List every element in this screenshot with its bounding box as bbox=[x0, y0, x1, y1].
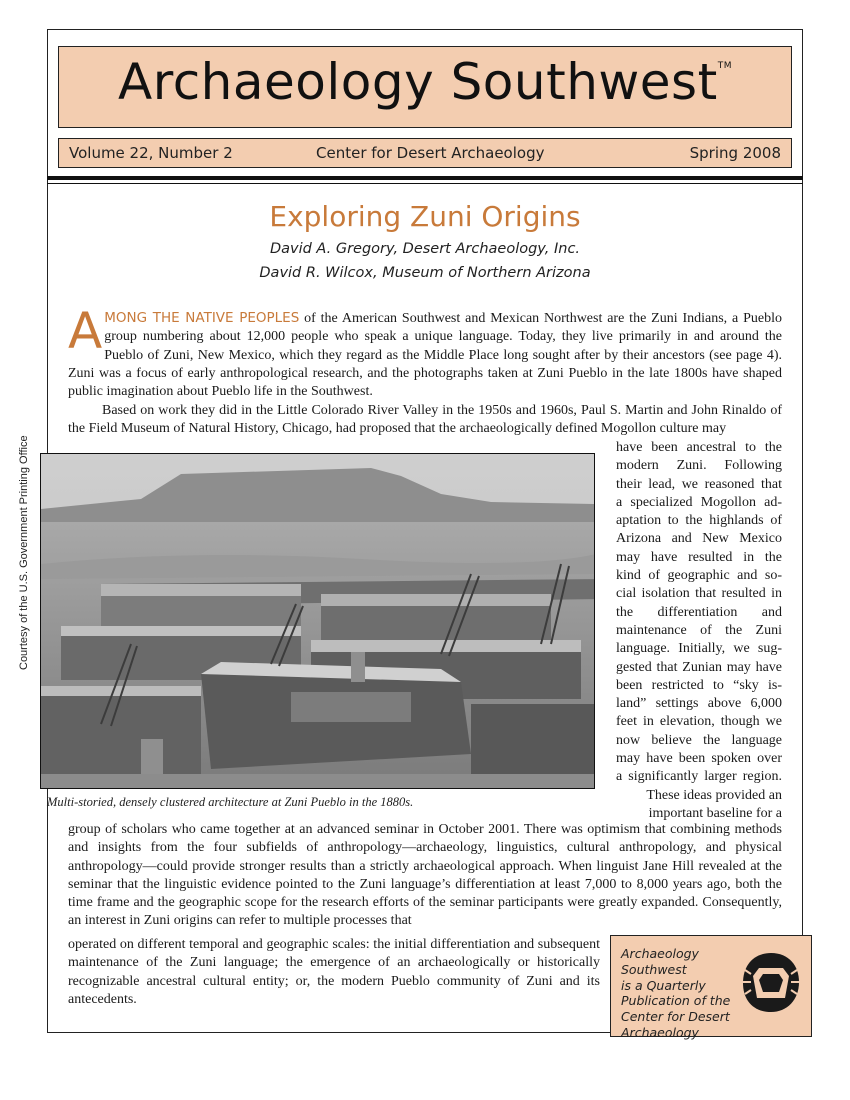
photo-caption: Multi-storied, densely clustered architecture at Zuni Pueblo in the 1880s. bbox=[47, 795, 414, 809]
issue-season: Spring 2008 bbox=[689, 144, 781, 162]
lead-in-text: MONG THE NATIVE PEOPLES bbox=[104, 310, 300, 326]
column-line: modern Zuni. Following bbox=[616, 458, 782, 474]
column-line: may have resulted in the bbox=[616, 549, 782, 565]
paragraph-3-continued: operated on different temporal and geographic scales: the initial differentiation and subsequent maintenance of the Zuni language; the emergence of an archaeologically or historically recognizable ancestral cultural entity; or, the modern Pueblo community of Zuni and its antecedents. bbox=[68, 937, 600, 1007]
paragraph-1-body: of the American Southwest and Mexican Northwest are the Zuni Indians, a Pueblo group numbering about 12,000 people who speak a unique language. Today, they live primarily in and around the Pueblo of Zuni, New Mexico, which they regard as the Middle Place long sought after by their ancestors (see page 4). Zuni was a focus of early anthropological research, and the photographs taken at Zuni Pueblo in the late 1800s have shaped public imagination about Pueblo life in the Southwest. bbox=[68, 311, 782, 400]
column-line: aptation to the highlands of bbox=[616, 513, 782, 529]
column-line: kind of geographic and so- bbox=[616, 568, 782, 584]
drop-cap: A bbox=[68, 302, 103, 360]
paragraph-2-column bbox=[616, 439, 782, 823]
column-line: been restricted to “sky is- bbox=[616, 677, 782, 693]
column-line: important baseline for a bbox=[648, 805, 782, 821]
pueblo-photo-image bbox=[41, 454, 595, 789]
volume-number: Volume 22, Number 2 bbox=[69, 144, 233, 162]
column-line: These ideas provided an bbox=[646, 787, 782, 803]
paragraph-1 bbox=[68, 302, 782, 401]
paragraph-2-intro: Based on work they did in the Little Colorado River Valley in the 1950s and 1960s, Paul S. Martin and John Rinaldo of the Field Museum of Natural History, Chicago, had proposed that the archaeologically defined Mogollon culture may bbox=[68, 403, 782, 437]
paragraph-3: group of scholars who came together at an advanced seminar in October 2001. There was optimism that combining methods and insights from the four subfields of anthropology—archaeology, linguistics, cultural anthropology, and physical anthropology—could provide stronger results than a strictly archaeological approach. When linguist Jane Hill revealed at the seminar that the linguistic evidence pointed to the Zuni language’s differentiation at least 7,000 to 8,000 years ago, both the time frame and the geographic scope for the research efforts of the seminar participants were greatly expanded. Consequently, an interest in Zuni origins can refer to multiple processes that bbox=[68, 822, 782, 929]
column-line: a specialized Mogollon ad- bbox=[616, 494, 782, 510]
trademark-mark: TM bbox=[717, 61, 732, 71]
zuni-pueblo-photo bbox=[40, 453, 595, 789]
column-line: now believe the language bbox=[616, 732, 782, 748]
column-line: Arizona and New Mexico bbox=[616, 531, 782, 547]
masthead bbox=[58, 46, 792, 128]
column-line: maintenance of the Zuni bbox=[616, 622, 782, 638]
column-line: cial isolation that resulted in bbox=[616, 586, 782, 602]
column-line: the differentiation and bbox=[616, 604, 782, 620]
photo-credit: Courtesy of the U.S. Government Printing Office bbox=[18, 435, 30, 670]
header-rule-thin bbox=[47, 183, 803, 184]
column-line: feet in elevation, though we bbox=[616, 714, 782, 730]
column-line: gested that Zunian may have bbox=[616, 659, 782, 675]
masthead-title: Archaeology Southwest™ bbox=[118, 53, 732, 111]
column-line: their lead, we reasoned that bbox=[616, 476, 782, 492]
column-line: a significantly larger region. bbox=[616, 769, 782, 785]
center-logo-icon bbox=[739, 950, 803, 1016]
author-byline-1: David A. Gregory, Desert Archaeology, Inc. bbox=[269, 241, 581, 257]
column-line: have been ancestral to the bbox=[616, 440, 782, 455]
issue-info-bar bbox=[58, 138, 792, 168]
column-line: language. Initially, we sug- bbox=[616, 641, 782, 657]
column-line: may have been spoken over bbox=[616, 751, 782, 767]
header-rule bbox=[47, 176, 803, 180]
publisher-name: Center for Desert Archaeology bbox=[316, 144, 545, 162]
author-byline-2: David R. Wilcox, Museum of Northern Arizona bbox=[259, 265, 591, 281]
publication-statement: Archaeology Southwest is a Quarterly Publication of the Center for Desert Archaeology bbox=[621, 946, 731, 1040]
column-line: land” settings above 6,000 bbox=[616, 696, 782, 712]
article-title: Exploring Zuni Origins bbox=[269, 200, 581, 233]
publication-info-box bbox=[610, 935, 812, 1040]
